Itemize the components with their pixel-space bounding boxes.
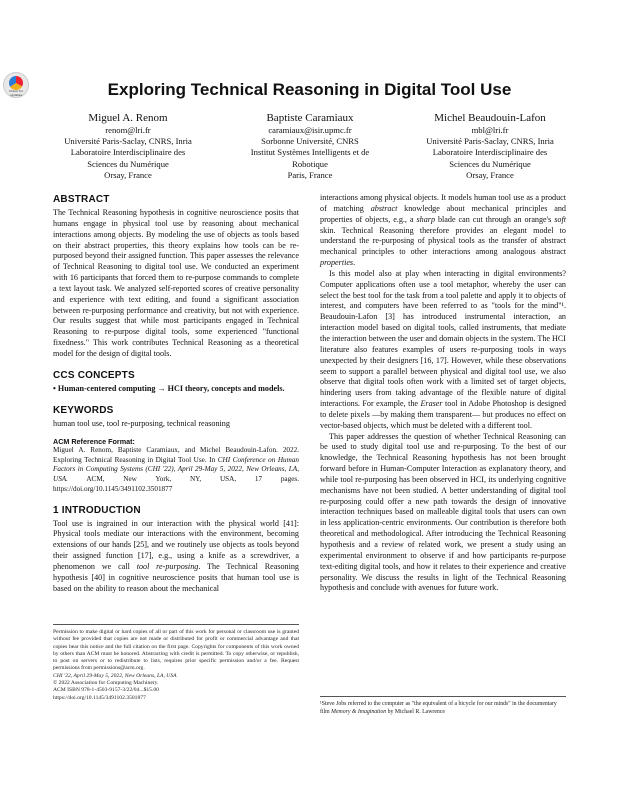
abstract-text: The Technical Reasoning hypothesis in cognitive neuroscience posits that humans engage in physical tool use by reasoning about mechanical interactions among objects. By modeling the use of objects as tools based on their abstract properties, this theory explains how tools can be re-purposed beyond their assigned function. This paper assesses the relevance of Technical Reasoning to digital tool use. We conducted an experiment with 16 participants that forced them to re-purpose commands to complete a text layout task. We analyzed self-reported scores of creative personality and experience with text editing, and found a significant association between re-purposing performance and creativity, but not with experience. Our results suggest that while most participants engaged in Technical Reasoning to re-purpose digital tools, some experienced "functional fixedness." This work contributes Technical Reasoning as a theoretical model for the design of digital tools.: [53, 208, 299, 358]
permission-venue: CHI '22, April 29-May 5, 2022, New Orleans, LA, USA: [53, 672, 177, 679]
badge-label: Check for updates: [8, 89, 24, 97]
reference-format-text: Miguel A. Renom, Baptiste Caramiaux, and Michel Beaudouin-Lafon. 2022. Exploring Technical Reasoning in Digital Tool Use. In CHI Conference on Human Factors in Computing Systems (CHI '22), April 29-May 5, 2022, New Orleans, LA, USA. ACM, New York, NY, USA, 17 pages. https://doi.org/10.1145/3491102.3501877: [53, 446, 300, 493]
permission-text: Permission to make digital or hard copies of all or part of this work for personal or classroom use is granted without fee provided that copies are not made or distributed for profit or commercial advantage and that copies bear this notice and the full citation on the first page. Copyrights for components of this work owned by others than ACM must be honored. Abstracting with credit is permitted. To copy otherwise, or republish, to post on servers or to redistribute to lists, requires prior specific permission and/or a fee. Request permissions from permissions@acm.org.: [53, 629, 299, 672]
doi-link[interactable]: https://doi.org/10.1145/3491102.3501877: [53, 694, 146, 701]
author-affiliation: Laboratoire Interdisciplinaire des: [432, 147, 548, 158]
author-block-1: [40, 111, 216, 181]
body-paragraph: This paper addresses the question of whether Technical Reasoning can be used to study digital tool use and re-purposing. To the best of our knowledge, the Technical Reasoning hypothesis has not been brought forward before in Human-Computer Interaction as explanatory theory, and while tool re-purposing has been observed in HCI, its underlying cognitive mechanisms have not been studied. A better understanding of digital tool re-purposing could offer a new path towards the design of innovative interaction techniques based on malleable digital tools that users can own in less application-centric environments. Our contribution is therefore both theoretical and methodological. After introducing the Technical Reasoning hypothesis and a review of related work, we present a study using an experimental environment to observe if and how participants re-purpose text-editing digital tools, and how it relates to their experience and creative personality. We discuss the results in light of the Technical Reasoning hypothesis and conclude with avenues for future work.: [320, 431, 566, 593]
author-name: Baptiste Caramiaux: [266, 112, 354, 124]
author-affiliation: Laboratoire Interdisciplinaire des: [70, 147, 186, 158]
keywords-heading: KEYWORDS: [53, 404, 114, 416]
left-column: [53, 193, 299, 594]
author-email[interactable]: mbl@lri.fr: [471, 125, 509, 135]
reference-format-heading: ACM Reference Format:: [53, 436, 135, 446]
author-affiliation: Sorbonne Université, CNRS: [261, 136, 359, 147]
author-affiliation: Université Paris-Saclay, CNRS, Inria: [426, 136, 554, 147]
author-affiliation: Institut Systèmes Intelligents et de: [250, 147, 370, 158]
author-affiliation: Sciences du Numérique: [87, 158, 169, 169]
abstract-heading: ABSTRACT: [53, 194, 110, 205]
right-column: [320, 193, 566, 594]
ccs-text: • Human-centered computing → HCI theory, concepts and models.: [53, 383, 285, 393]
author-affiliation: Sciences du Numérique: [449, 158, 531, 169]
footnote-text: ¹Steve Jobs referred to the computer as "the equivalent of a bicycle for our minds" in the documentary film Memory & Imagination by Michael R. Lawrence: [320, 701, 557, 715]
author-block-3: [400, 111, 580, 181]
paper-title: Exploring Technical Reasoning in Digital Tool Use: [107, 80, 512, 99]
author-affiliation: Université Paris-Saclay, CNRS, Inria: [64, 136, 192, 147]
body-paragraph: interactions among physical objects. It models human tool use as a product of matching abstract knowledge about mechanical principles and properties of objects, e.g., a sharp blade can cut through an orange's soft skin. Technical Reasoning therefore provides an elegant model to understand the re-purposing of physical tools as the transfer of abstract mechanical principles to other interactions among analogous abstract properties.: [320, 193, 566, 268]
author-location: Orsay, France: [466, 169, 514, 180]
author-name: Michel Beaudouin-Lafon: [434, 112, 546, 124]
author-location: Paris, France: [287, 169, 333, 180]
reference-venue: CHI Conference on Human Factors in Computing Systems (CHI '22), April 29-May 5, 2022, New Orleans, LA, USA.: [53, 455, 300, 484]
author-email[interactable]: caramiaux@isir.upmc.fr: [268, 125, 352, 135]
author-block-2: [222, 111, 398, 181]
copyright-line: © 2022 Association for Computing Machinery.: [53, 680, 159, 687]
intro-paragraph: Tool use is ingrained in our interaction with the physical world [41]: Physical tools mediate our interactions with the environment, becoming extensions of our hands [25], and we routinely use objects as tools beyond their assigned function [17], e.g., using a knife as a screwdriver, a phenomenon we call tool re-purposing. The Technical Reasoning hypothesis [40] in cognitive neuroscience posits that human tool use is based on the ability to reason about the mechanical: [53, 518, 299, 593]
introduction-heading: 1 INTRODUCTION: [53, 504, 141, 516]
author-name: Miguel A. Renom: [88, 112, 168, 124]
body-paragraph: Is this model also at play when interacting in digital environments? Computer applications often use a tool metaphor, whereby the user can select the best tool for the task from a tool palette and apply it to objects of interest, and computers have been referred to as "tools for the mind"¹. Beaudouin-Lafon [3] has introduced instrumental interaction, an interaction model based on digital tools, called instruments, that mediate the interaction between the user and domain objects in the system. The HCI literature also features examples of users re-purposing tools in ways unexpected by their designers [16, 17]. However, while these observations seem to support a parallel between physical and digital tool use, we also observe that digital tools often work with a limited set of target objects, hindering users from taking advantage of the flexible nature of digital interactions. For example, the Eraser tool in Adobe Photoshop is designed to delete pixels —by making them transparent— but produces no effect on vector-based objects, which must be deleted with a different tool.: [320, 268, 567, 430]
isbn-line: ACM ISBN 978-1-4503-9157-3/22/04...$15.00: [53, 687, 159, 694]
keywords-text: human tool use, tool re-purposing, technical reasoning: [53, 418, 230, 428]
permission-notice: [53, 624, 299, 702]
author-location: Orsay, France: [104, 169, 152, 180]
footnote: [320, 696, 566, 716]
author-affiliation: Robotique: [292, 158, 328, 169]
author-email[interactable]: renom@lri.fr: [105, 125, 151, 135]
ccs-heading: CCS CONCEPTS: [53, 369, 135, 381]
